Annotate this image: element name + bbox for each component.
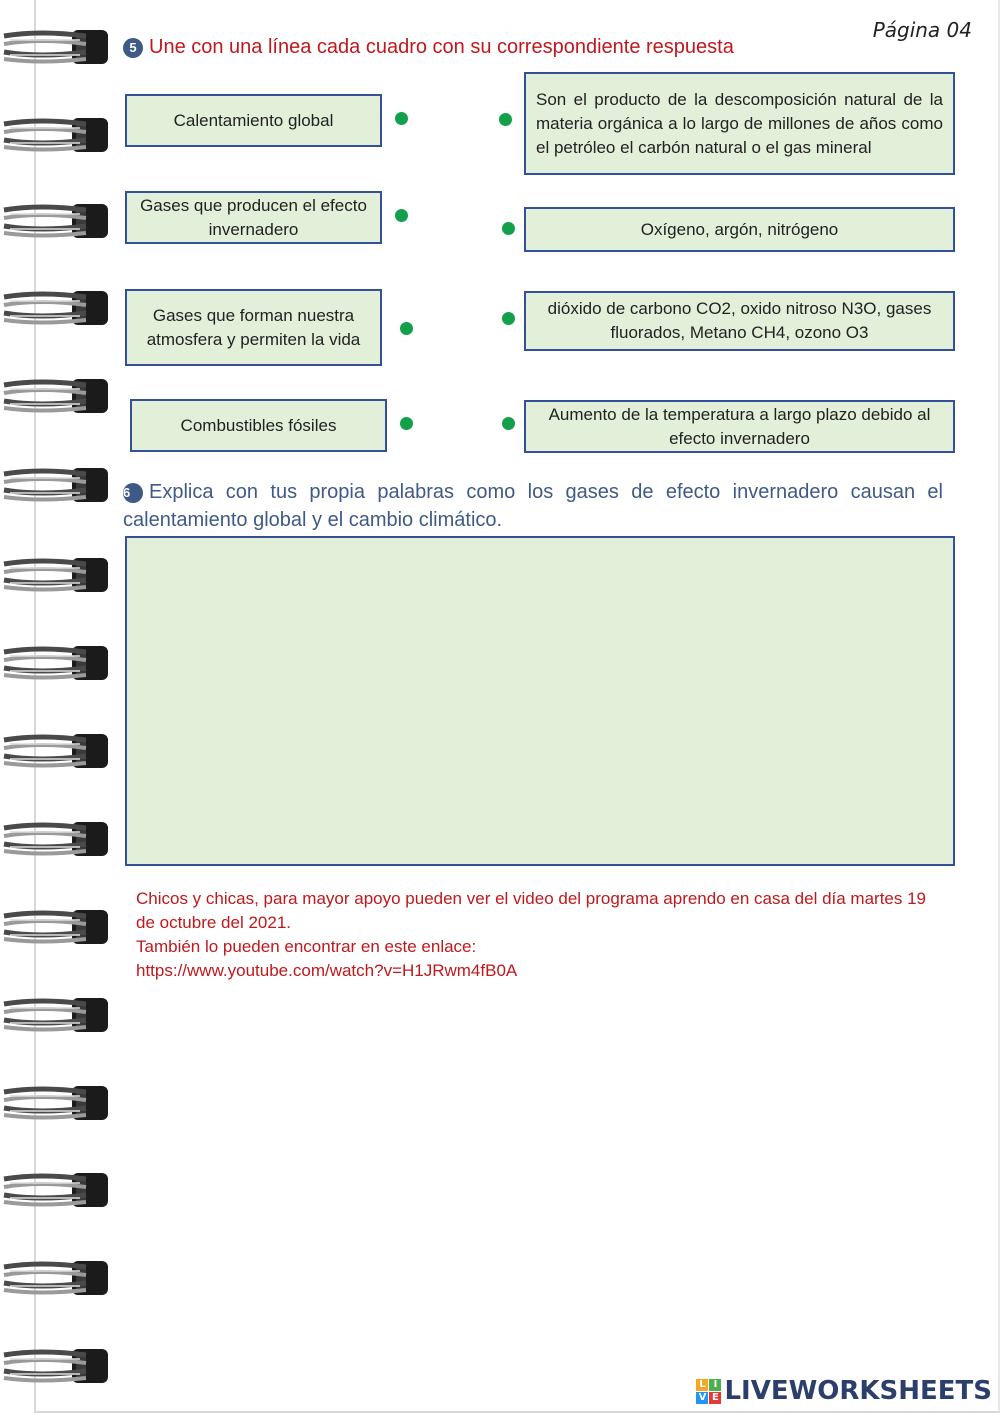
match-right-box-4 bbox=[524, 400, 955, 453]
match-right-box-3 bbox=[524, 291, 955, 351]
match-right-label-4: Aumento de la temperatura a largo plazo debido al efecto invernadero bbox=[548, 404, 931, 448]
match-left-dot-4[interactable] bbox=[400, 417, 413, 430]
spiral-ring bbox=[0, 640, 112, 686]
support-note-line-1: Chicos y chicas, para mayor apoyo pueden ver el video del programa aprendo en casa del día martes 19 de octubre del 2021. bbox=[136, 889, 927, 932]
spiral-ring bbox=[0, 992, 112, 1038]
spiral-ring bbox=[0, 1343, 112, 1389]
match-right-label-2: Oxígeno, argón, nitrógeno bbox=[640, 219, 839, 239]
match-left-label-2: Gases que producen el efecto invernadero bbox=[140, 195, 367, 239]
match-right-dot-1[interactable] bbox=[499, 113, 512, 126]
spiral-ring bbox=[0, 728, 112, 774]
match-right-box-1 bbox=[524, 72, 955, 175]
spiral-ring bbox=[0, 904, 112, 950]
match-left-label-4: Combustibles fósiles bbox=[180, 415, 337, 435]
match-left-dot-3[interactable] bbox=[400, 322, 413, 335]
question-5-text: Une con una línea cada cuadro con su correspondiente respuesta bbox=[149, 36, 734, 58]
brand-name: LIVEWORKSHEETS bbox=[724, 1376, 992, 1406]
match-left-box-4 bbox=[130, 399, 387, 452]
spiral-ring bbox=[0, 462, 112, 508]
question-6-title bbox=[123, 478, 943, 534]
brand-mark-letter: E bbox=[709, 1392, 721, 1404]
match-left-label-1: Calentamiento global bbox=[173, 110, 334, 130]
question-6-text: Explica con tus propia palabras como los gases de efecto invernadero causan el calentamiento global y el cambio climático. bbox=[123, 481, 943, 531]
support-note bbox=[136, 887, 926, 983]
match-left-dot-1[interactable] bbox=[395, 112, 408, 125]
brand-mark-letter: V bbox=[696, 1392, 708, 1404]
brand-mark-icon bbox=[696, 1379, 721, 1404]
match-right-box-2 bbox=[524, 207, 955, 252]
brand-mark-letter: L bbox=[696, 1379, 708, 1391]
support-note-line-2: También lo pueden encontrar en este enlace: bbox=[136, 937, 477, 956]
spiral-ring bbox=[0, 1167, 112, 1213]
match-right-dot-3[interactable] bbox=[502, 312, 515, 325]
spiral-ring bbox=[0, 112, 112, 158]
match-right-label-1: Son el producto de la descomposición natural de la materia orgánica a lo largo de millones de años como el petróleo el carbón natural o el gas mineral bbox=[536, 89, 943, 157]
question-5-title bbox=[123, 36, 734, 59]
spiral-ring bbox=[0, 816, 112, 862]
match-left-box-1 bbox=[125, 94, 382, 147]
spiral-ring bbox=[0, 285, 112, 331]
page-number: Página 04 bbox=[872, 18, 972, 42]
spiral-ring bbox=[0, 552, 112, 598]
answer-textbox[interactable] bbox=[125, 536, 955, 866]
match-left-dot-2[interactable] bbox=[395, 209, 408, 222]
spiral-ring bbox=[0, 373, 112, 419]
spiral-ring bbox=[0, 1255, 112, 1301]
match-left-label-3: Gases que forman nuestra atmosfera y permiten la vida bbox=[146, 305, 361, 349]
match-left-box-2 bbox=[125, 191, 382, 244]
match-left-box-3 bbox=[125, 289, 382, 366]
spiral-ring bbox=[0, 198, 112, 244]
match-right-dot-4[interactable] bbox=[502, 417, 515, 430]
spiral-ring bbox=[0, 1080, 112, 1126]
question-5-number: 5 bbox=[123, 38, 143, 58]
match-right-label-3: dióxido de carbono CO2, oxido nitroso N3O, gases fluorados, Metano CH4, ozono O3 bbox=[547, 299, 932, 342]
brand-mark-letter: I bbox=[709, 1379, 721, 1391]
question-6-number: 6 bbox=[123, 483, 143, 503]
liveworksheets-logo bbox=[696, 1376, 992, 1406]
spiral-ring bbox=[0, 24, 112, 70]
match-right-dot-2[interactable] bbox=[502, 222, 515, 235]
video-link[interactable]: https://www.youtube.com/watch?v=H1JRwm4fB0A bbox=[136, 961, 518, 980]
